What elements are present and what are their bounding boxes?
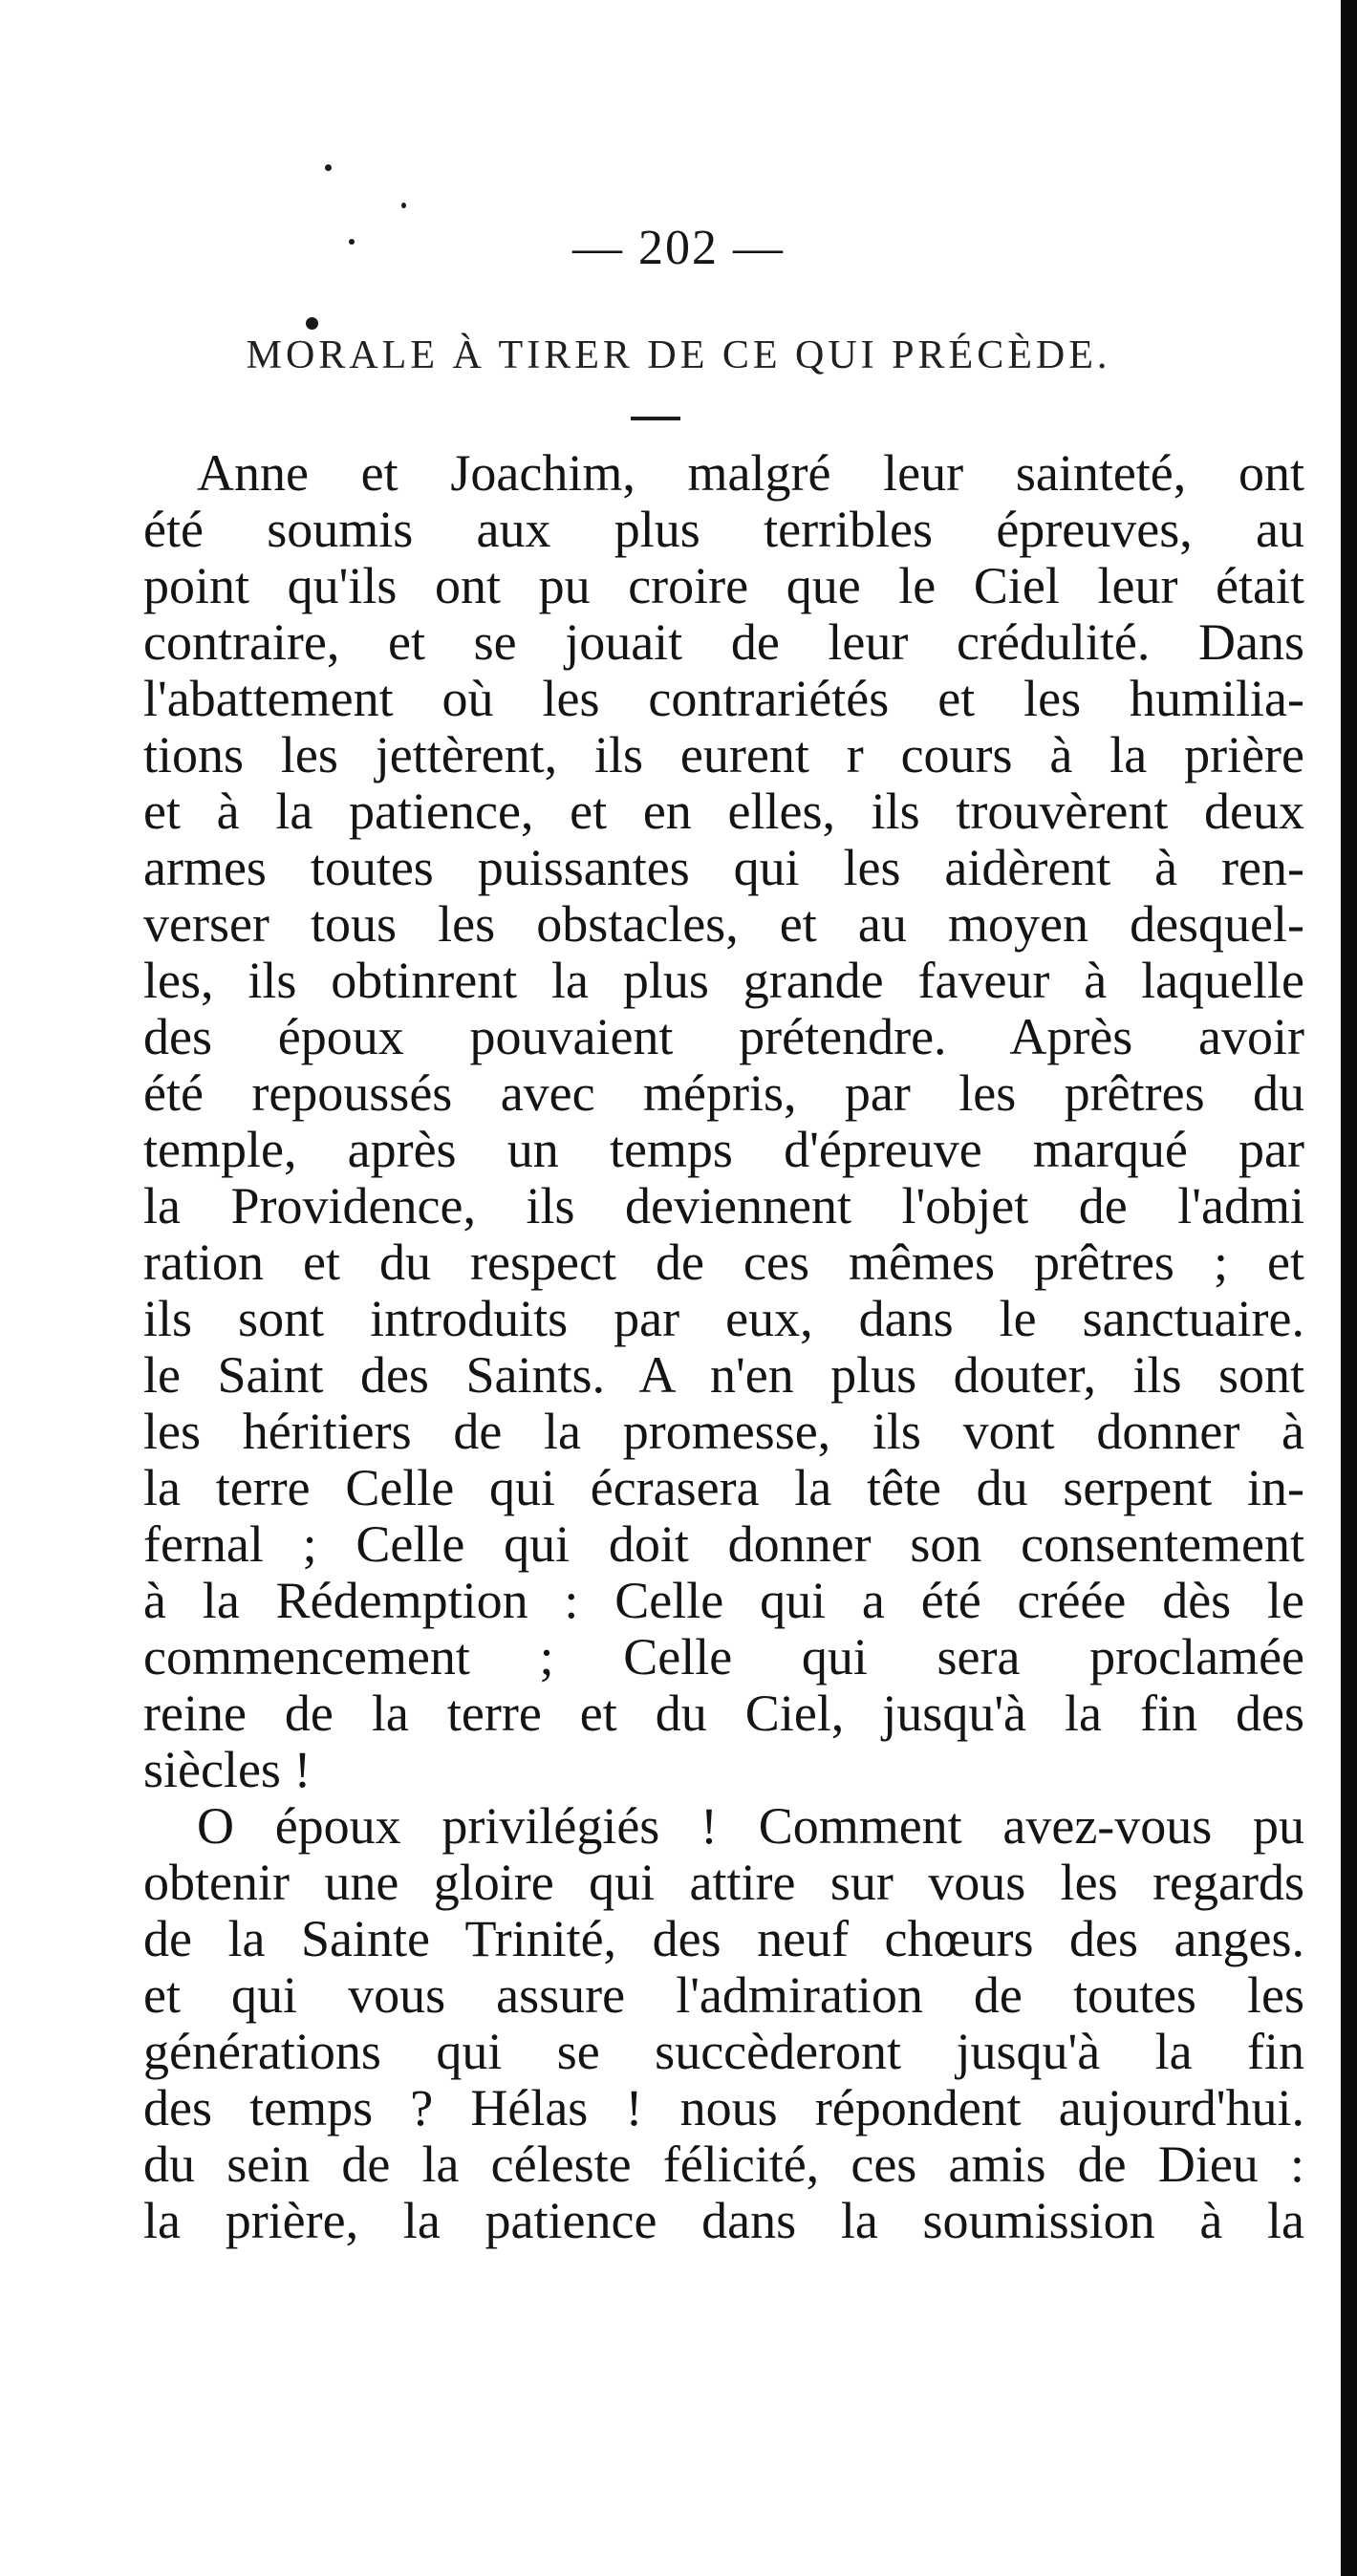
heading-rule <box>631 417 680 420</box>
text-line: la terre Celle qui écrasera la tête du serpent in- <box>143 1459 1304 1516</box>
text-line: la Providence, ils deviennent l'objet de l'admi <box>143 1177 1304 1234</box>
text-line: du sein de la céleste félicité, ces amis de Dieu : <box>143 2136 1304 2193</box>
text-line: des époux pouvaient prétendre. Après avoir <box>143 1008 1304 1065</box>
text-line: Anne et Joachim, malgré leur sainteté, ont <box>197 444 1304 502</box>
text-line: des temps ? Hélas ! nous répondent aujourd'hui. <box>143 2079 1304 2136</box>
text-line: les, ils obtinrent la plus grande faveur à laquelle <box>143 952 1304 1009</box>
text-line: et qui vous assure l'admiration de toutes les <box>143 1966 1304 2024</box>
text-line: O époux privilégiés ! Comment avez-vous pu <box>197 1797 1304 1855</box>
page-number: — 202 — <box>572 221 785 275</box>
text-line: tions les jettèrent, ils eurent r cours à la prière <box>143 726 1304 784</box>
text-line: la prière, la patience dans la soumission à la <box>143 2192 1304 2249</box>
text-line: fernal ; Celle qui doit donner son consentement <box>143 1515 1304 1573</box>
ink-speck <box>401 203 406 208</box>
text-line: et à la patience, et en elles, ils trouvèrent deux <box>143 783 1304 840</box>
ink-speck <box>306 317 318 330</box>
text-line: ration et du respect de ces mêmes prêtres ; et <box>143 1234 1304 1291</box>
text-line: obtenir une gloire qui attire sur vous les regards <box>143 1854 1304 1911</box>
text-line: à la Rédemption : Celle qui a été créée dès le <box>143 1572 1304 1629</box>
text-line: temple, après un temps d'épreuve marqué par <box>143 1121 1304 1178</box>
text-line: les héritiers de la promesse, ils vont donner à <box>143 1403 1304 1460</box>
text-line: générations qui se succèderont jusqu'à la fin <box>143 2023 1304 2080</box>
text-line: été repoussés avec mépris, par les prêtres du <box>143 1064 1304 1122</box>
paragraph <box>143 445 1304 1798</box>
text-line: ils sont introduits par eux, dans le sanctuaire. <box>143 1290 1304 1347</box>
text-line: siècles ! <box>143 1741 312 1798</box>
paragraph <box>143 1798 1304 2249</box>
text-line: verser tous les obstacles, et au moyen desquel- <box>143 895 1304 953</box>
text-line: point qu'ils ont pu croire que le Ciel leur était <box>143 557 1304 614</box>
text-line: commencement ; Celle qui sera proclamée <box>143 1628 1304 1685</box>
page-edge-shadow <box>1341 0 1357 2576</box>
text-line: le Saint des Saints. A n'en plus douter, ils sont <box>143 1346 1304 1404</box>
text-line: contraire, et se jouait de leur crédulité. Dans <box>143 613 1304 671</box>
body-text <box>143 445 1304 2249</box>
text-line: l'abattement où les contrariétés et les humilia- <box>143 670 1304 727</box>
text-line: de la Sainte Trinité, des neuf chœurs des anges. <box>143 1910 1304 1967</box>
section-heading: MORALE À TIRER DE CE QUI PRÉCÈDE. <box>246 333 1111 377</box>
text-line: été soumis aux plus terribles épreuves, au <box>143 501 1304 558</box>
ink-speck <box>325 164 332 171</box>
text-line: armes toutes puissantes qui les aidèrent à ren- <box>143 839 1304 896</box>
text-line: reine de la terre et du Ciel, jusqu'à la fin des <box>143 1685 1304 1742</box>
